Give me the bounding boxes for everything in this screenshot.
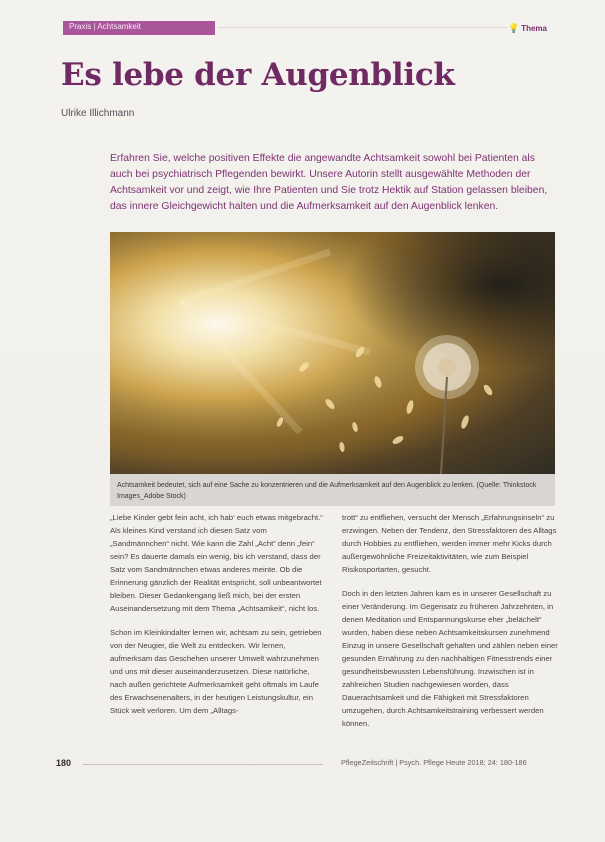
theme-label	[508, 23, 547, 34]
body-paragraph: Doch in den letzten Jahren kam es in unserer Gesellschaft zu einer Veränderung. Im Gegensatz zu früheren Jahrzehnten, in denen Meditation und Entspannungskurse eher „belächelt“ wurden, haben diese neben Achtsamkeitskursen zunehmend Einzug in unsere Gesellschaft gehalten und zählen neben einer gesunden Ernährung zu den nachhaltigen Fitnesstrends einer gesundheitsbewussten Lebensführung. Inzwischen ist in zahlreichen Studien nachgewiesen worden, dass Dauerachtsamkeit und die Fähigkeit mit Stressfaktoren umzugehen, durch Achtsamkeitstraining verbessert werden können.	[342, 589, 558, 728]
dandelion-illustration	[110, 232, 555, 474]
page-number: 180	[56, 758, 72, 768]
footer-source: PflegeZeitschrift | Psych. Pflege Heute 2018; 24: 180-186	[341, 758, 527, 767]
body-column-right	[342, 511, 558, 741]
article-author: Ulrike Illichmann	[61, 108, 135, 119]
section-label: Praxis | Achtsamkeit	[69, 22, 141, 31]
body-paragraph: „Liebe Kinder gebt fein acht, ich hab‘ euch etwas mitgebracht.“ Als kleines Kind verstand ich diesen Satz vom „Sandmännchen“ nicht. Wie kann die Zahl „Acht“ denn „fein“ sein? Es dauerte damals ein wenig, bis ich verstand, dass der Satz vom Sandmännchen etwas anderes meinte. Ob die Erinnerung gänzlich der Realität entspricht, soll unbeantwortet bleiben. Dieser Gedankengang ließ mich, bei der ersten Auseinandersetzung mit dem Thema „Achtsamkeit“, nicht los.	[110, 513, 323, 613]
dandelion-photo	[110, 232, 555, 474]
footer-rule	[83, 764, 323, 765]
header-rule	[218, 27, 508, 28]
body-column-left	[110, 511, 326, 728]
article-intro: Erfahren Sie, welche positiven Effekte die angewandte Achtsamkeit sowohl bei Patienten als auch bei psychiatrisch Pflegenden bewirkt. Unsere Autorin stellt ausgewählte Methoden der Achtsamkeit vor und zeigt, wie Ihre Patienten und Sie trotz Hektik auf Station gelassen bleiben, das innere Gleichgewicht halten und die Aufmerksamkeit auf den Augenblick lenken.	[110, 153, 548, 212]
body-paragraph: trott“ zu entfliehen, versucht der Mensch „Erfahrungsinseln“ zu erzwingen. Neben der Tendenz, den Stressfaktoren des Alltags durch Hobbies zu entfliehen, werden immer mehr Kicks durch außergewöhnliche Freizeitaktivitäten, wie zum Beispiel Risikosportarten, gesucht.	[342, 513, 557, 574]
theme-text: Thema	[521, 24, 547, 33]
body-paragraph: Schon im Kleinkindalter lernen wir, achtsam zu sein, getrieben von der Neugier, die Welt zu entdecken. Wir lernen, aufmerksam das Geschehen unserer Umwelt wahrzunehmen und uns mit dieser auseinanderzusetzen. Diese natürliche, nach außen gerichtete Aufmerksamkeit geht oftmals im Laufe des Erwachsenenalters, in der heutigen Leistungskultur, ein Stück weit verloren. Um dem „Alltags-	[110, 628, 322, 715]
bulb-icon: 💡	[507, 23, 520, 33]
article-title: Es lebe der Augenblick	[61, 57, 455, 93]
photo-caption: Achtsamkeit bedeutet, sich auf eine Sache zu konzentrieren und die Aufmerksamkeit auf den Augenblick zu lenken. (Quelle: Thinkstock Images_Adobe Stock)	[117, 482, 537, 500]
